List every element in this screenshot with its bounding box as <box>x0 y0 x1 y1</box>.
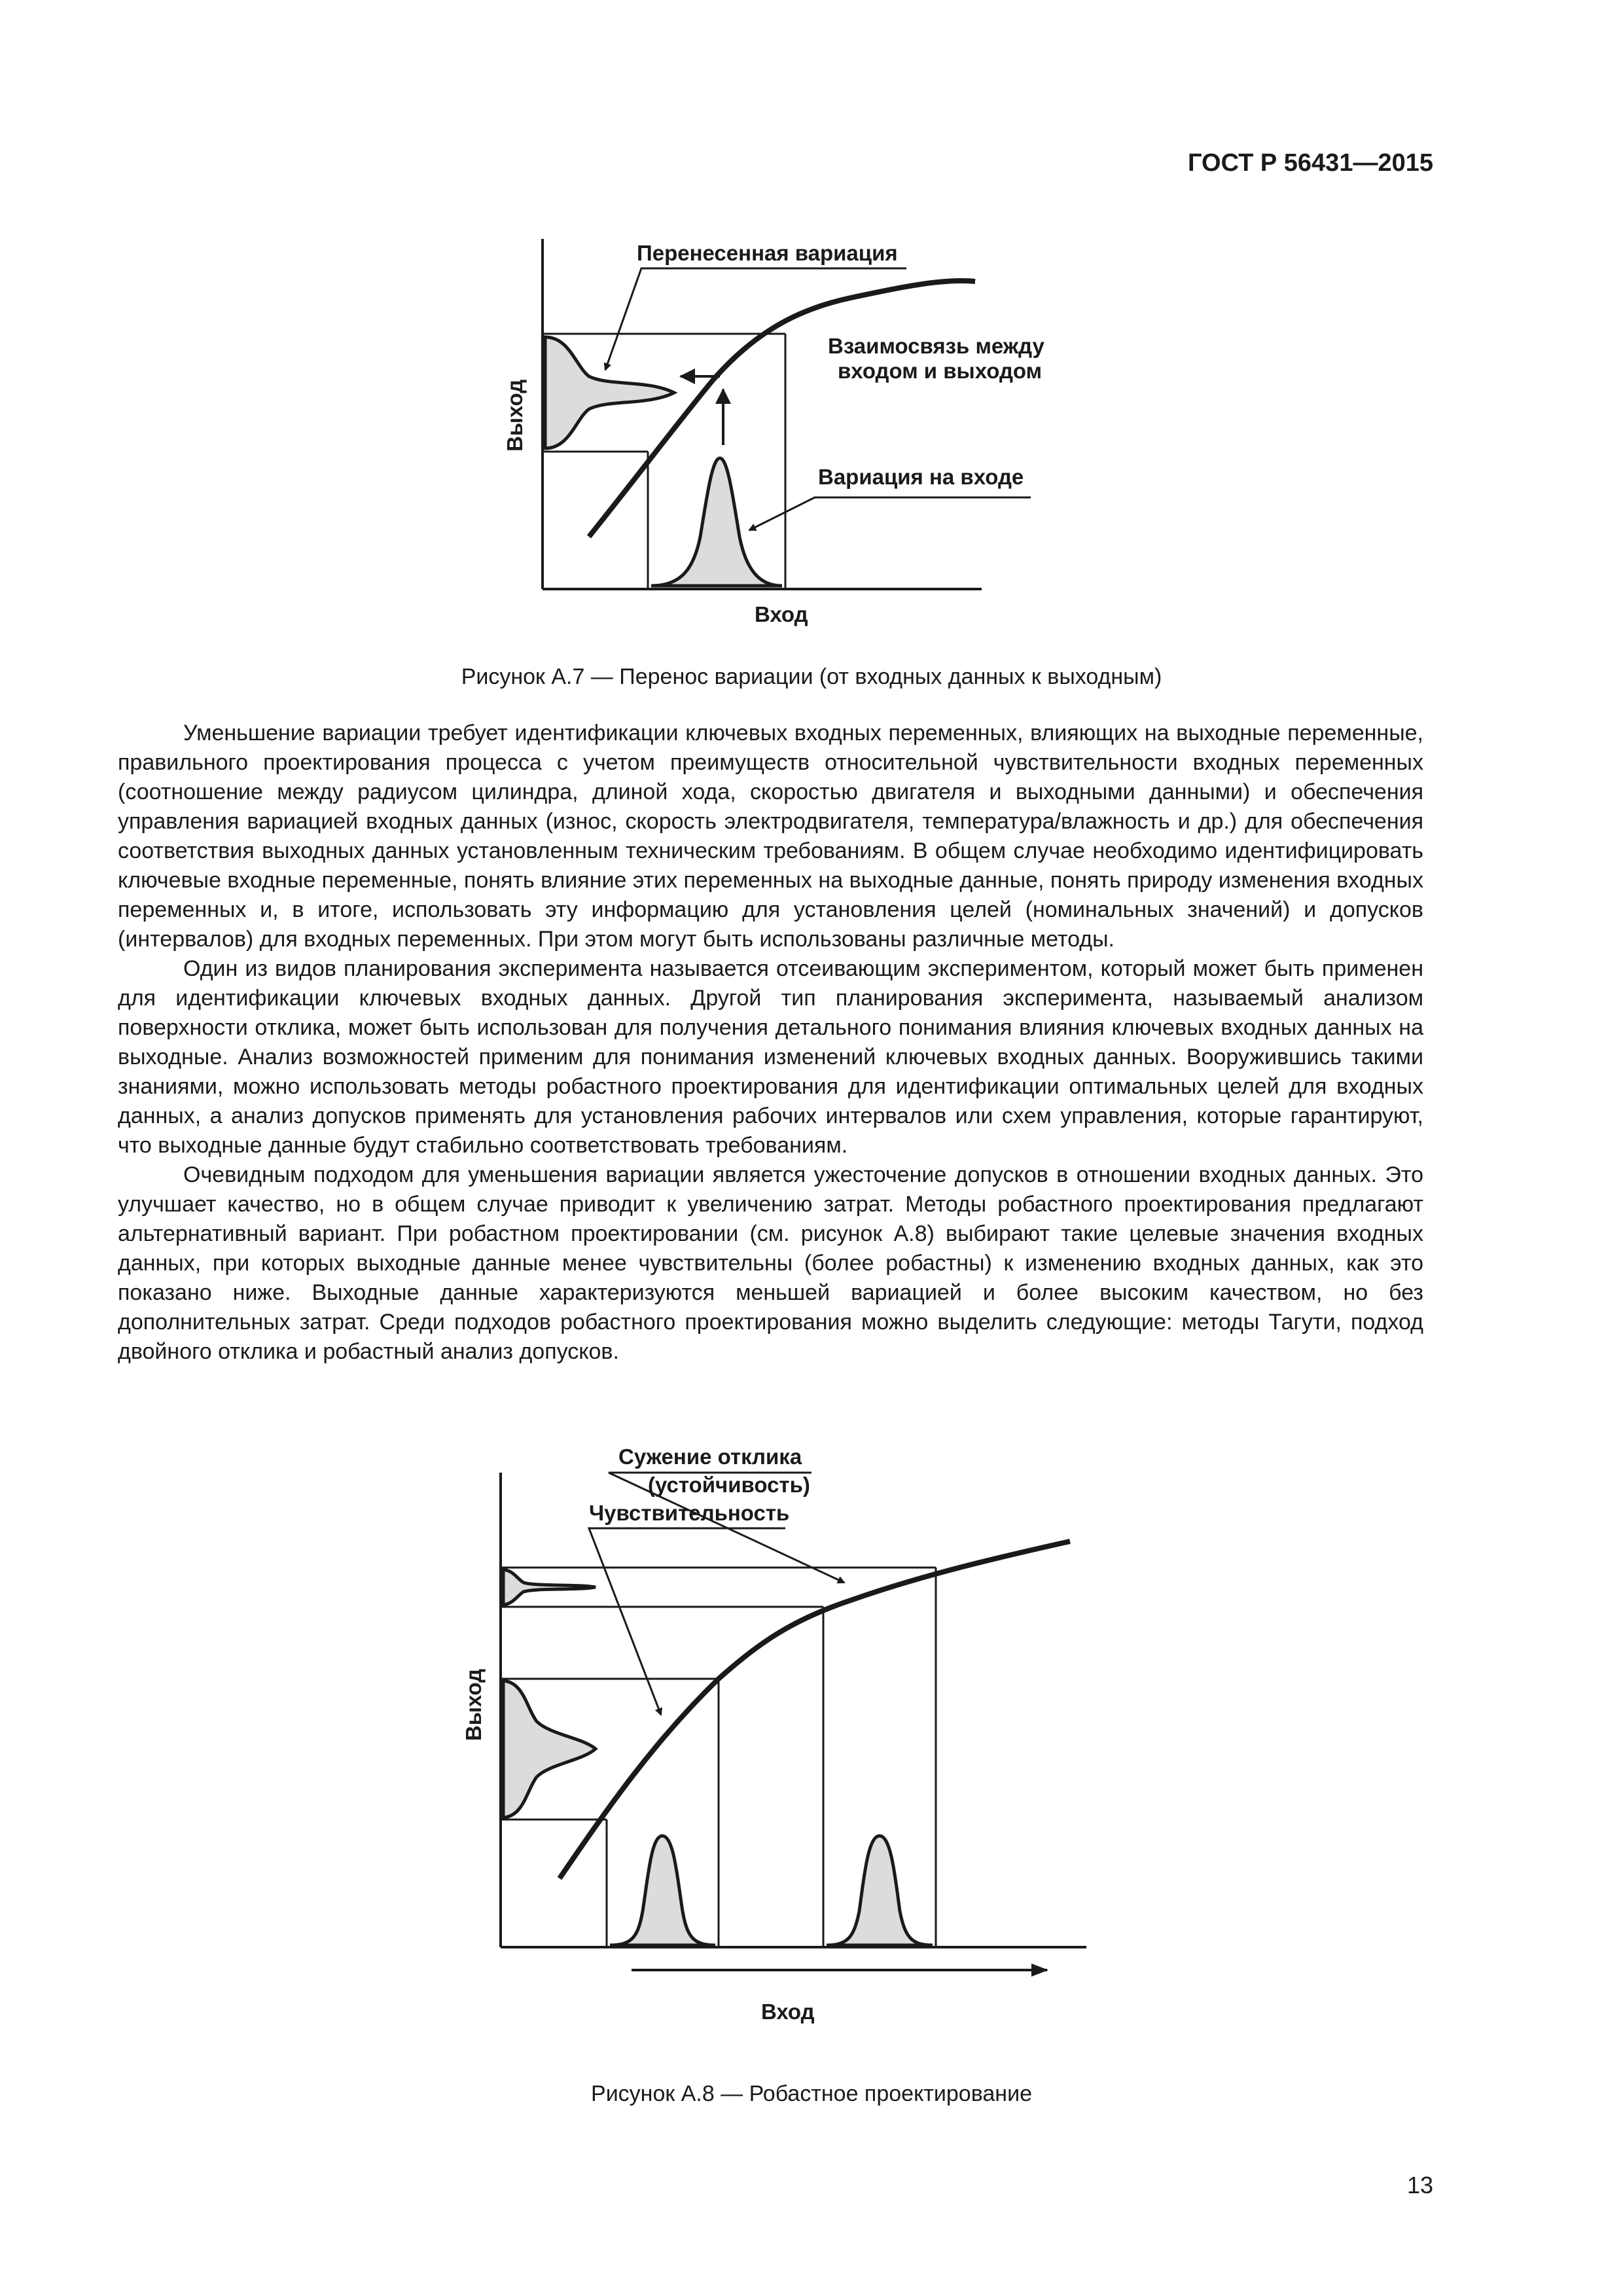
figure-a7-caption: Рисунок А.7 — Перенос вариации (от входных данных к выходным) <box>461 664 1162 689</box>
y-axis-label: Выход <box>461 1668 486 1741</box>
label-relation-line2: входом и выходом <box>838 359 1043 383</box>
y-axis-label: Выход <box>503 379 527 452</box>
label-narrowing-line2: (устойчивость) <box>648 1473 810 1497</box>
figure-a8-caption: Рисунок А.8 — Робастное проектирование <box>591 2081 1032 2106</box>
input-distribution-left <box>610 1836 715 1945</box>
document-code: ГОСТ Р 56431—2015 <box>1188 149 1433 177</box>
transfer-curve <box>560 1541 1070 1878</box>
x-axis-label: Вход <box>761 2000 815 2024</box>
paragraph-3: Очевидным подходом для уменьшения вариации является ужесточение допусков в отношении входных данных. Это улучшает качество, но в общем случае приводит к увеличению затрат. Методы робастного проектирования предлагают альтернативный вариант. При робастном проектировании (см. рисунок А.8) выбирают такие целевые значения входных данных, при которых выходные данные менее чувствительны (более робастны) к изменению входных данных, как это показано ниже. Выходные данные характеризуются меньшей вариацией и более высоким качеством, но без дополнительных затрат. Среди подходов робастного проектирования можно выделить следующие: методы Тагути, подход двойного отклика и робастный анализ допусков. <box>118 1162 1423 1364</box>
input-distribution-right <box>827 1836 933 1945</box>
label-relation-line1: Взаимосвязь между <box>828 334 1044 358</box>
output-distribution-narrow <box>503 1570 596 1605</box>
label-sensitivity: Чувствительность <box>589 1501 790 1525</box>
paragraph-2: Один из видов планирования эксперимента называется отсеивающим экспериментом, который может быть применен для идентификации ключевых входных данных. Другой тип планирования эксперимента, называемый анализом поверхности отклика, может быть использован для получения детального понимания влияния ключевых входных данных на выходные. Анализ возможностей применим для понимания изменений ключевых входных данных. Вооружившись такими знаниями, можно использовать методы робастного проектирования для идентификации оптимальных целей для входных данных, а анализ допусков применять для установления рабочих интервалов или схем управления, которые гарантируют, что выходные данные будут стабильно соответствовать требованиям. <box>118 956 1423 1158</box>
x-axis-label: Вход <box>755 602 808 626</box>
output-distribution <box>545 337 674 448</box>
figure-a8-diagram <box>0 1427 1623 2160</box>
figure-a7-diagram <box>0 0 1623 720</box>
figure-a7 <box>0 0 1623 720</box>
body-text <box>118 719 1423 1367</box>
input-distribution <box>651 458 782 586</box>
label-transferred-variation: Перенесенная вариация <box>637 241 898 265</box>
output-distribution-wide <box>503 1681 596 1818</box>
page-number: 13 <box>1406 2172 1433 2198</box>
figure-a8 <box>0 1427 1623 2160</box>
label-narrowing-line1: Сужение отклика <box>618 1444 802 1469</box>
paragraph-1: Уменьшение вариации требует идентификации ключевых входных переменных, влияющих на выходные переменные, правильного проектирования процесса с учетом преимуществ относительной чувствительности входных переменных (соотношение между радиусом цилиндра, длиной хода, скоростью двигателя и выходными данными) и обеспечения управления вариацией входных данных (износ, скорость электродвигателя, температура/влажность и др.) для обеспечения соответствия выходных данных установленным техническим требованиям. В общем случае необходимо идентифицировать ключевые входные переменные, понять влияние этих переменных на выходные данные, понять природу изменения входных переменных и, в итоге, использовать эту информацию для установления целей (номинальных значений) и допусков (интервалов) для входных переменных. При этом могут быть использованы различные методы. <box>118 721 1423 952</box>
label-input-variation: Вариация на входе <box>818 465 1024 489</box>
